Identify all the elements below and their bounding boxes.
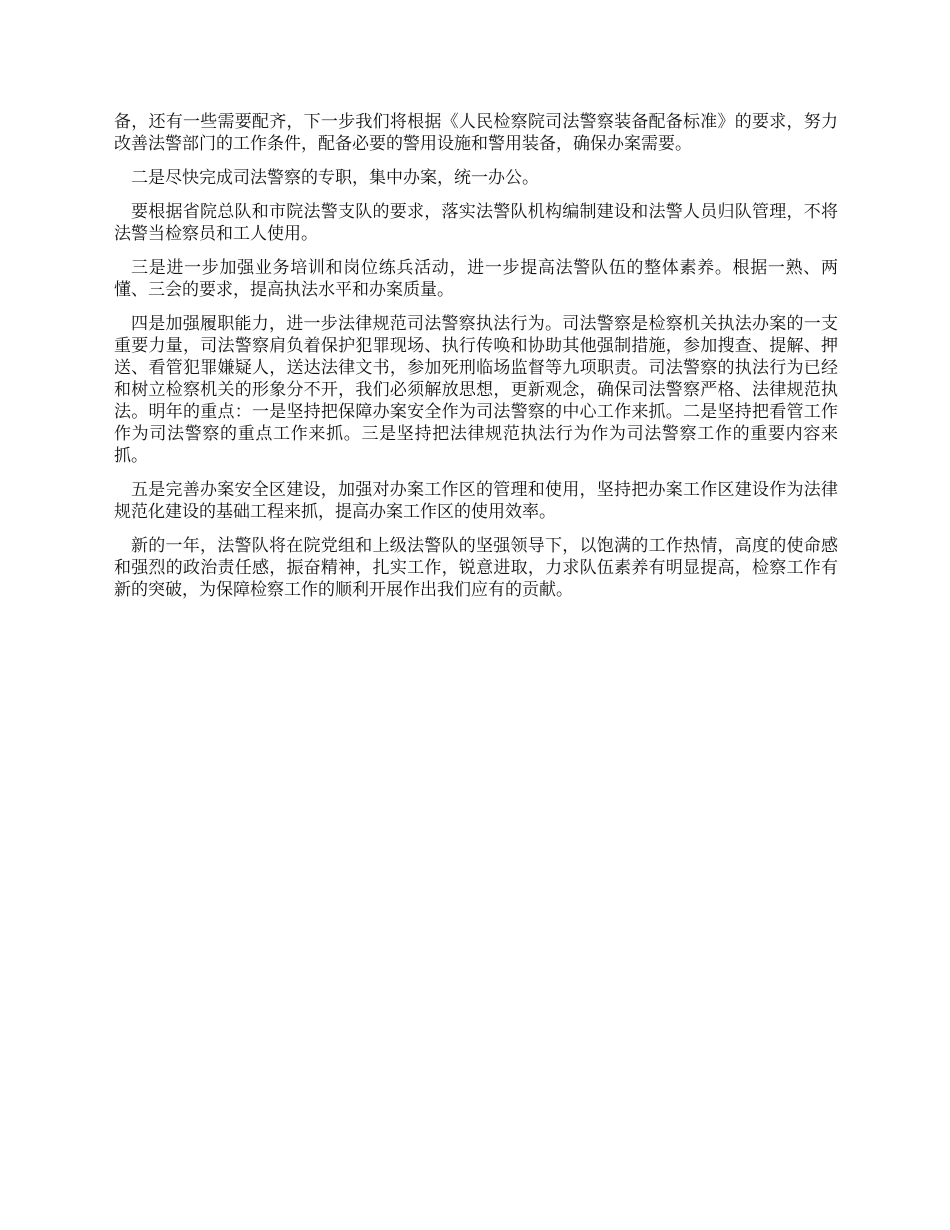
paragraph-point-three: 三是进一步加强业务培训和岗位练兵活动，进一步提高法警队伍的整体素养。根据一熟、两懂、三会的要求，提高执法水平和办案质量。: [114, 258, 838, 300]
paragraph-point-two-detail: 要根据省院总队和市院法警支队的要求，落实法警队机构编制建设和法警人员归队管理，不将法警当检察员和工人使用。: [114, 202, 838, 244]
paragraph-conclusion: 新的一年，法警队将在院党组和上级法警队的坚强领导下，以饱满的工作热情，高度的使命感和强烈的政治责任感，振奋精神，扎实工作，锐意进取，力求队伍素养有明显提高，检察工作有新的突破，为保障检察工作的顺利开展作出我们应有的贡献。: [114, 536, 838, 600]
paragraph-continuation: 备，还有一些需要配齐，下一步我们将根据《人民检察院司法警察装备配备标准》的要求，努力改善法警部门的工作条件，配备必要的警用设施和警用装备，确保办案需要。: [114, 112, 838, 154]
document-body: [114, 111, 838, 613]
paragraph-point-four: 四是加强履职能力，进一步法律规范司法警察执法行为。司法警察是检察机关执法办案的一支重要力量，司法警察肩负着保护犯罪现场、执行传唤和协助其他强制措施，参加搜查、提解、押送、看管犯罪嫌疑人，送达法律文书，参加死刑临场监督等九项职责。司法警察的执法行为已经和树立检察机关的形象分不开，我们必须解放思想，更新观念，确保司法警察严格、法律规范执法。明年的重点：一是坚持把保障办案安全作为司法警察的中心工作来抓。二是坚持把看管工作作为司法警察的重点工作来抓。三是坚持把法律规范执法行为作为司法警察工作的重要内容来抓。: [114, 314, 838, 466]
paragraph-point-two: 二是尽快完成司法警察的专职，集中办案，统一办公。: [131, 168, 539, 188]
paragraph-point-five: 五是完善办案安全区建设，加强对办案工作区的管理和使用，坚持把办案工作区建设作为法律规范化建设的基础工程来抓，提高办案工作区的使用效率。: [114, 480, 838, 522]
